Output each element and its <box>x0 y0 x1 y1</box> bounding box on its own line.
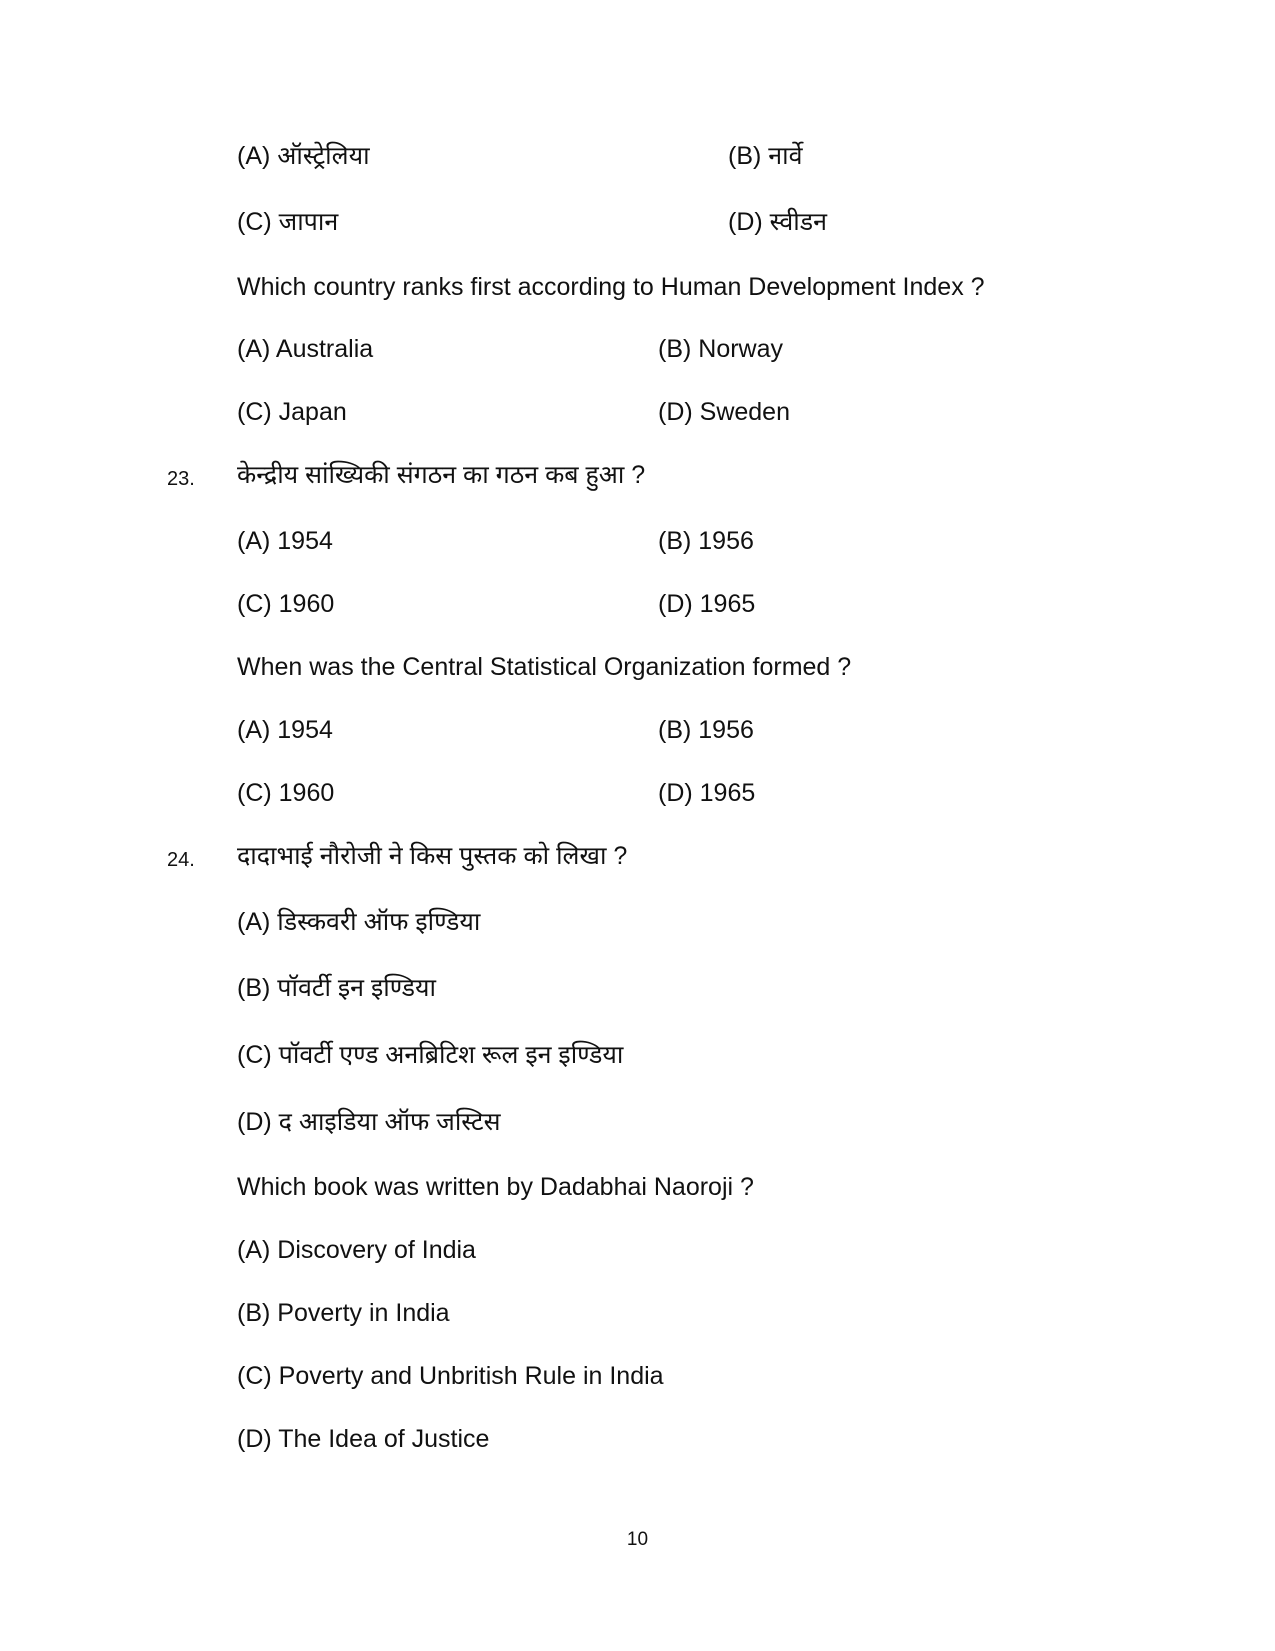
q22-en-option-b: (B) Norway <box>658 335 784 363</box>
q22-en-question: Which country ranks first according to Human Development Index ? <box>237 273 985 301</box>
q22-en-option-a: (A) Australia <box>237 335 374 363</box>
q24-en-option-d: (D) The Idea of Justice <box>237 1425 490 1453</box>
q22-en-option-c: (C) Japan <box>237 398 347 426</box>
q23-hi-option-d: (D) 1965 <box>658 590 756 618</box>
q22-hi-option-d: (D) स्वीडन <box>728 208 828 236</box>
q23-number: 23. <box>167 468 195 490</box>
q23-hi-option-a: (A) 1954 <box>237 527 333 555</box>
q24-number: 24. <box>167 849 195 871</box>
q22-hi-option-b: (B) नार्वे <box>728 142 803 170</box>
q24-hi-option-d: (D) द आइडिया ऑफ जस्टिस <box>237 1108 501 1136</box>
q23-en-question: When was the Central Statistical Organization formed ? <box>237 653 852 681</box>
q24-hi-option-c: (C) पॉवर्टी एण्ड अनब्रिटिश रूल इन इण्डिया <box>237 1041 624 1069</box>
q24-hi-question: दादाभाई नौरोजी ने किस पुस्तक को लिखा ? <box>237 842 628 870</box>
q24-en-option-a: (A) Discovery of India <box>237 1236 476 1264</box>
q23-en-option-a: (A) 1954 <box>237 716 333 744</box>
q23-en-option-d: (D) 1965 <box>658 779 756 807</box>
q22-hi-option-c: (C) जापान <box>237 208 339 236</box>
q22-hi-option-a: (A) ऑस्ट्रेलिया <box>237 142 370 170</box>
q24-en-option-c: (C) Poverty and Unbritish Rule in India <box>237 1362 664 1390</box>
page-number: 10 <box>626 1529 649 1550</box>
q23-hi-question: केन्द्रीय सांख्यिकी संगठन का गठन कब हुआ ? <box>237 461 646 489</box>
q24-hi-option-a: (A) डिस्कवरी ऑफ इण्डिया <box>237 908 481 936</box>
q24-en-option-b: (B) Poverty in India <box>237 1299 450 1327</box>
q24-en-question: Which book was written by Dadabhai Naoroji ? <box>237 1173 754 1201</box>
q23-en-option-c: (C) 1960 <box>237 779 335 807</box>
q24-hi-option-b: (B) पॉवर्टी इन इण्डिया <box>237 974 436 1002</box>
q23-hi-option-b: (B) 1956 <box>658 527 754 555</box>
q23-hi-option-c: (C) 1960 <box>237 590 335 618</box>
q23-en-option-b: (B) 1956 <box>658 716 754 744</box>
q22-en-option-d: (D) Sweden <box>658 398 790 426</box>
